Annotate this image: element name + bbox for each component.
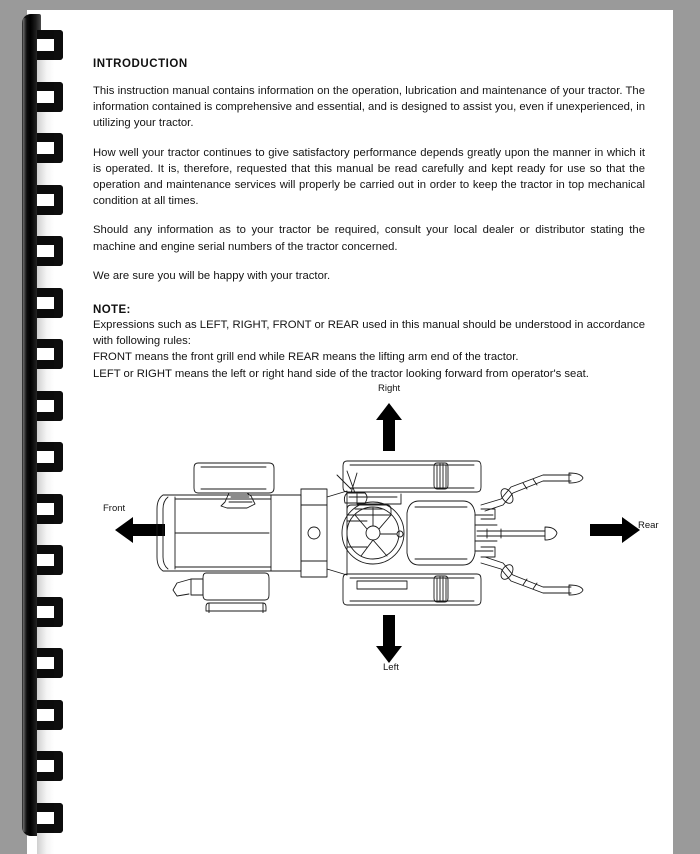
binding-gap bbox=[37, 730, 54, 752]
binding-gap bbox=[37, 318, 54, 340]
orientation-diagram bbox=[93, 375, 663, 685]
binding-tooth bbox=[37, 185, 63, 215]
binding-gap bbox=[37, 833, 54, 854]
binding-tooth bbox=[37, 597, 63, 627]
binding-gap bbox=[37, 369, 54, 391]
binding-gap bbox=[37, 472, 54, 494]
binding-tooth bbox=[37, 751, 63, 781]
binding-gap bbox=[37, 781, 54, 803]
figure-label-rear: Rear bbox=[638, 520, 659, 531]
intro-paragraph-2: How well your tractor continues to give satisfactory performance depends greatly upon the manner in which it is operated. It is, therefore, requested that this manual be read carefully and kept ready for use so that the operation and maintenance services will properly be carried out in order to keep the tractor in top mechanical condition at all times. bbox=[93, 146, 645, 208]
note-rule-left-right: LEFT or RIGHT means the left or right hand side of the tractor looking forward from operator's seat. bbox=[93, 367, 589, 380]
binding-gap bbox=[37, 60, 54, 82]
arrow-up-icon bbox=[376, 403, 402, 451]
binding-tooth bbox=[37, 288, 63, 318]
binding-gap bbox=[37, 215, 54, 237]
binding-gap bbox=[37, 421, 54, 443]
binding-gap bbox=[37, 266, 54, 288]
binding-tooth bbox=[37, 133, 63, 163]
comb-binding bbox=[20, 14, 68, 836]
intro-paragraph-3: Should any information as to your tractor be required, consult your local dealer or distributor stating the machine and engine serial numbers of the tractor concerned. bbox=[93, 224, 645, 253]
intro-paragraph-1: This instruction manual contains information on the operation, lubrication and maintenance of your tractor. The information contained is comprehensive and essential, and is designed to assist you, even if unexperienced, in utilizing your tractor. bbox=[93, 85, 645, 130]
binding-tooth bbox=[37, 30, 63, 60]
binding-gap bbox=[37, 575, 54, 597]
binding-gap bbox=[37, 678, 54, 700]
binding-tooth bbox=[37, 339, 63, 369]
binding-tooth bbox=[37, 82, 63, 112]
note-heading: NOTE: bbox=[93, 304, 131, 317]
arrow-down-icon bbox=[376, 615, 402, 663]
binding-gap bbox=[37, 627, 54, 649]
binding-tooth bbox=[37, 700, 63, 730]
manual-page bbox=[27, 10, 673, 854]
binding-tooth bbox=[37, 236, 63, 266]
binding-gap bbox=[37, 163, 54, 185]
section-heading-introduction: INTRODUCTION bbox=[93, 58, 188, 70]
binding-gap bbox=[37, 524, 54, 546]
binding-tooth bbox=[37, 442, 63, 472]
note-intro-text: Expressions such as LEFT, RIGHT, FRONT or REAR used in this manual should be understood in accordance with following rules: bbox=[93, 319, 645, 348]
binding-spine-highlight bbox=[23, 18, 27, 832]
binding-tooth bbox=[37, 803, 63, 833]
binding-tooth bbox=[37, 545, 63, 575]
note-rule-front-rear: FRONT means the front grill end while REAR means the lifting arm end of the tractor. bbox=[93, 351, 519, 364]
binding-tooth bbox=[37, 391, 63, 421]
tractor-top-view-illustration bbox=[151, 453, 606, 613]
intro-paragraph-4: We are sure you will be happy with your tractor. bbox=[93, 269, 331, 282]
page-content bbox=[93, 58, 645, 382]
binding-tooth bbox=[37, 494, 63, 524]
figure-label-right: Right bbox=[378, 383, 401, 394]
figure-label-left: Left bbox=[383, 662, 399, 673]
figure-label-front: Front bbox=[103, 503, 126, 514]
binding-gap bbox=[37, 112, 54, 134]
binding-tooth bbox=[37, 648, 63, 678]
